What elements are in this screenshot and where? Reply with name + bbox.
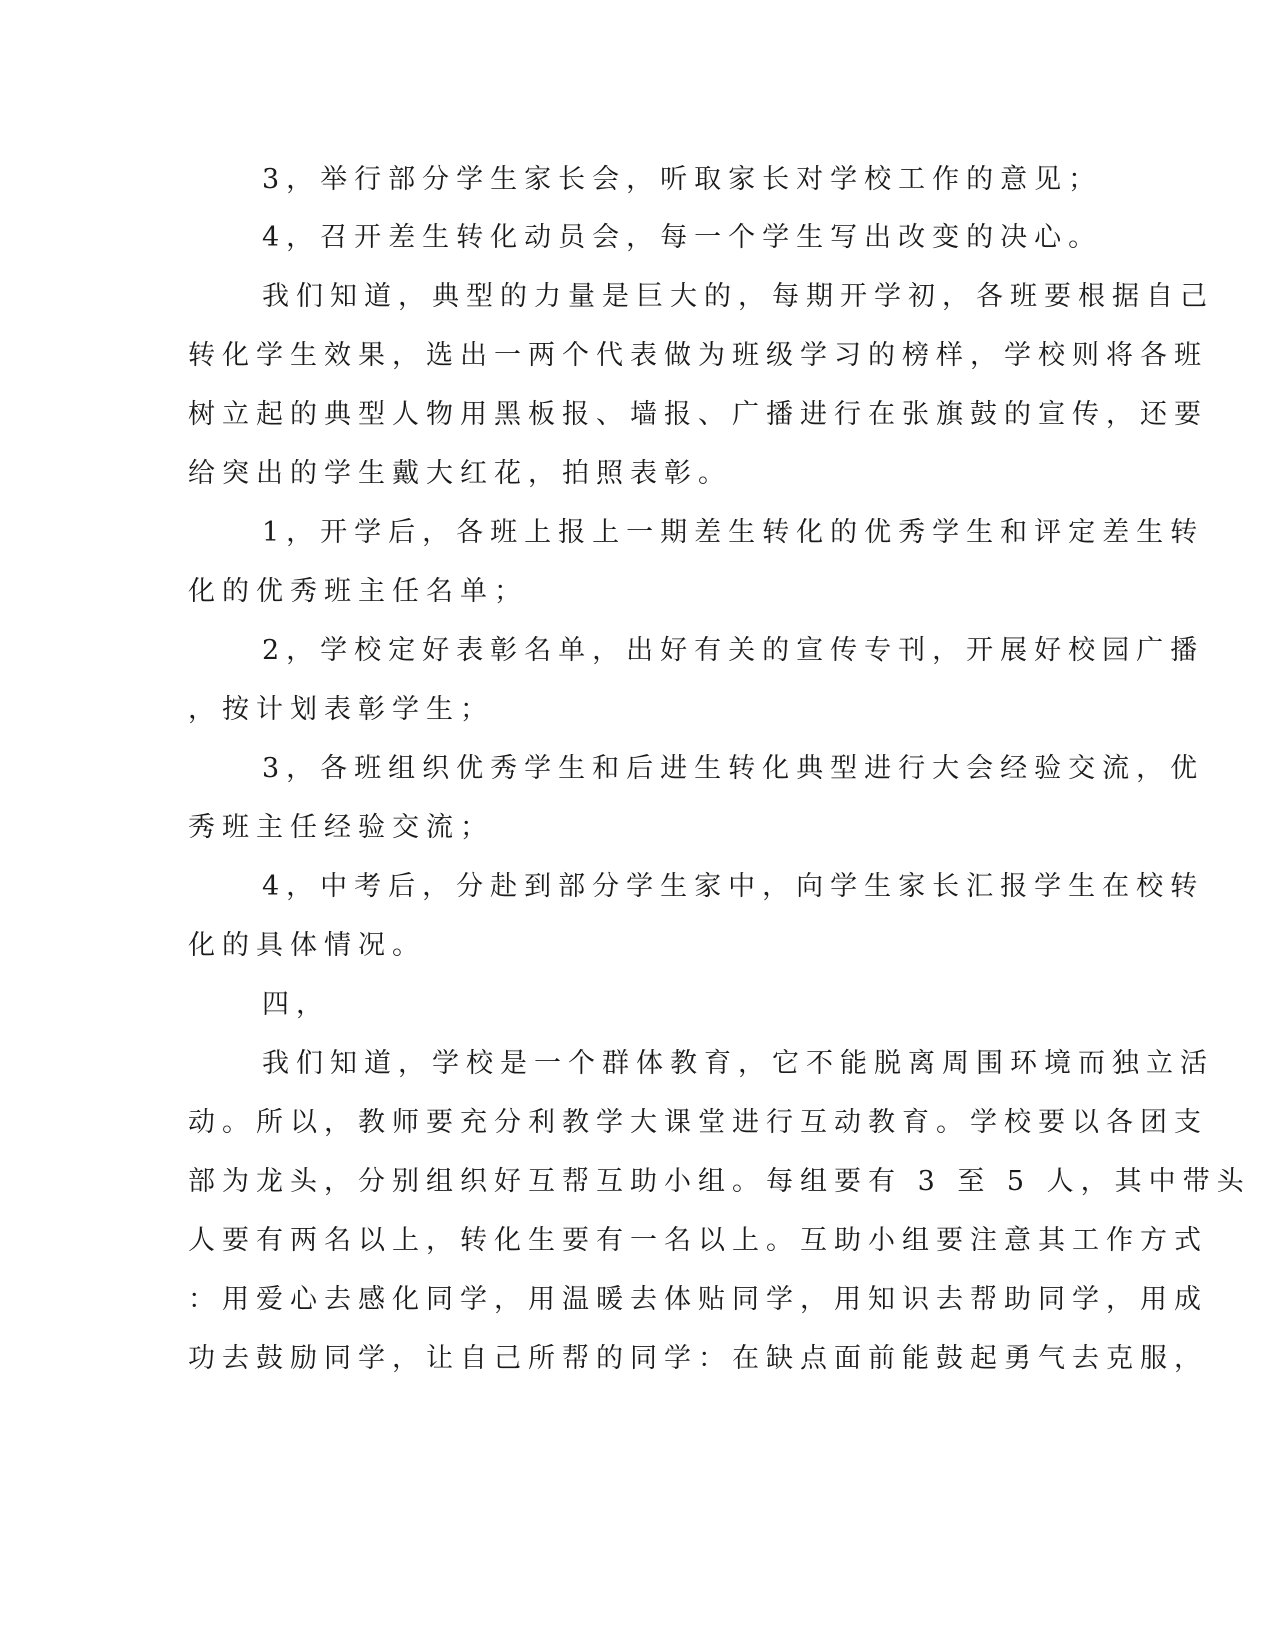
text-line: 动。所以，教师要充分利教学大课堂进行互动教育。学校要以各团支	[188, 1107, 1208, 1138]
text-line: 2，学校定好表彰名单，出好有关的宣传专刊，开展好校园广播	[262, 635, 1205, 666]
text-line: 化的优秀班主任名单；	[188, 576, 528, 607]
text-line: 功去鼓励同学，让自己所帮的同学：在缺点面前能鼓起勇气去克服，	[188, 1343, 1208, 1374]
text-line: 化的具体情况。	[188, 930, 426, 961]
text-line: 秀班主任经验交流；	[188, 812, 494, 843]
text-line: 给突出的学生戴大红花，拍照表彰。	[188, 458, 732, 489]
text-line: 树立起的典型人物用黑板报、墙报、广播进行在张旗鼓的宣传，还要	[188, 399, 1208, 430]
text-line: 我们知道，典型的力量是巨大的，每期开学初，各班要根据自己	[262, 281, 1214, 312]
text-line: 4，召开差生转化动员会，每一个学生写出改变的决心。	[262, 222, 1103, 253]
text-line: 部为龙头，分别组织好互帮互助小组。每组要有 3 至 5 人，其中带头	[188, 1166, 1251, 1197]
text-line: 我们知道，学校是一个群体教育，它不能脱离周围环境而独立活	[262, 1048, 1214, 1079]
text-line: 转化学生效果，选出一两个代表做为班级学习的榜样，学校则将各班	[188, 340, 1208, 371]
text-line: 3，举行部分学生家长会，听取家长对学校工作的意见；	[262, 164, 1103, 195]
text-line: 1，开学后，各班上报上一期差生转化的优秀学生和评定差生转	[262, 517, 1205, 548]
text-line: ：用爱心去感化同学，用温暖去体贴同学，用知识去帮助同学，用成	[188, 1284, 1208, 1315]
text-line: 4，中考后，分赴到部分学生家中，向学生家长汇报学生在校转	[262, 871, 1205, 902]
section-heading: 四，	[262, 989, 330, 1020]
text-line: 3，各班组织优秀学生和后进生转化典型进行大会经验交流，优	[262, 753, 1205, 784]
text-line: 人要有两名以上，转化生要有一名以上。互助小组要注意其工作方式	[188, 1225, 1208, 1256]
text-line: ，按计划表彰学生；	[188, 694, 494, 725]
